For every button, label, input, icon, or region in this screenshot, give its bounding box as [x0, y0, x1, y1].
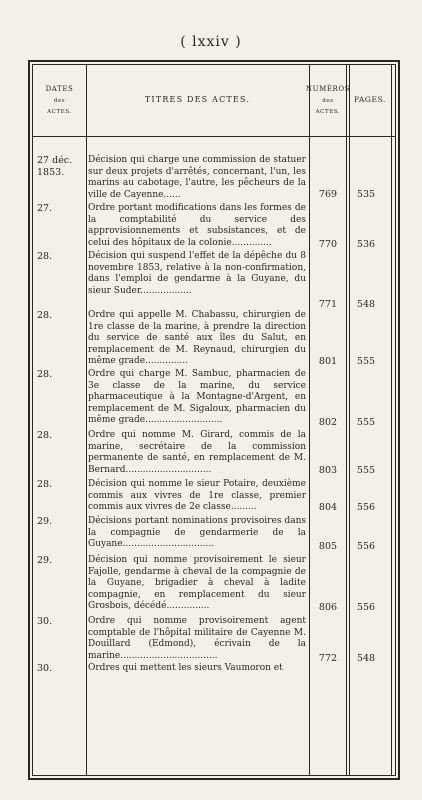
row-page: 556 — [356, 541, 376, 552]
row-page: 548 — [356, 653, 376, 664]
row-date: 30. — [37, 616, 53, 627]
row-title: Ordres qui mettent les sieurs Vaumoron et — [88, 663, 283, 673]
row-date: 28. — [37, 251, 53, 262]
row-page: 555 — [356, 417, 376, 428]
row-numero: 803 — [318, 465, 338, 476]
column-rule-titles — [309, 65, 310, 775]
row-numero: 801 — [318, 356, 338, 367]
row-title: Décisions portant nominations provisoires dans la compagnie de gendarmerie de la Guyane................................ — [88, 516, 306, 549]
dates-header-line1: DATES — [45, 84, 74, 93]
numeros-header-line1: NUMÉROS — [305, 84, 351, 93]
row-page: 555 — [356, 356, 376, 367]
row-page: 556 — [356, 502, 376, 513]
row-title: Ordre qui nomme M. Girard, commis de la marine, secrétaire de la commission permanente de santé, en remplacement de M. Bernard.............................. — [88, 430, 306, 475]
row-date: 27. — [37, 203, 53, 214]
row-date: 28. — [37, 369, 53, 380]
pages-header: PAGES. — [353, 94, 387, 104]
table-inner-border — [32, 64, 396, 776]
row-numero: 771 — [318, 299, 338, 310]
row-title: Ordre qui charge M. Sambuc, pharmacien de 3e classe de la marine, du service pharmaceutique à la Montagne-d'Argent, en remplacement de M. Sigaloux, pharmacien du même grade........................... — [88, 369, 306, 425]
row-page: 536 — [356, 239, 376, 250]
numeros-header-line3: ACTES. — [315, 108, 341, 115]
row-title: Ordre portant modifications dans les formes de la comptabilité du service des approvisionnements et subsistances, et de celui des hôpitaux de la colonie.............. — [88, 203, 306, 248]
row-page: 555 — [356, 465, 376, 476]
column-rule-pages — [391, 65, 392, 775]
row-title: Ordre qui nomme provisoirement agent comptable de l'hôpital militaire de Cayenne M. Douillard (Edmond), écrivain de la marine.................................. — [88, 616, 306, 661]
row-numero: 804 — [318, 502, 338, 513]
row-numero: 802 — [318, 417, 338, 428]
row-numero: 769 — [318, 189, 338, 200]
row-numero: 772 — [318, 653, 338, 664]
index-table — [28, 60, 400, 780]
row-title: Décision qui nomme provisoirement le sieur Fajolle, gendarme à cheval de la compagnie de la Guyane, brigadier à cheval à ladite compagnie, en remplacement du sieur Grosbois, décédé............... — [88, 555, 306, 611]
column-rule-numeros — [346, 65, 347, 775]
row-numero: 770 — [318, 239, 338, 250]
header-rule — [33, 136, 395, 137]
page-number: ( lxxiv ) — [180, 34, 242, 50]
dates-header-line3: ACTES. — [47, 108, 72, 115]
row-date: 29. — [37, 516, 53, 527]
row-date: 28. — [37, 310, 53, 321]
row-page: 556 — [356, 602, 376, 613]
row-date: 28. — [37, 430, 53, 441]
row-numero: 806 — [318, 602, 338, 613]
row-date: 27 déc. 1853. — [37, 155, 73, 178]
column-header-numeros — [305, 65, 351, 135]
titles-header: TITRES DES ACTES. — [144, 95, 251, 105]
column-rule-dates — [86, 65, 87, 775]
row-page: 535 — [356, 189, 376, 200]
row-numero: 805 — [318, 541, 338, 552]
row-date: 29. — [37, 555, 53, 566]
row-title: Décision qui charge une commission de statuer sur deux projets d'arrêtés, concernant, l'un, les marins au cabotage, l'autre, les pêcheurs de la ville de Cayenne...... — [88, 155, 306, 200]
numeros-header-line2: des — [322, 98, 334, 105]
column-header-pages — [349, 65, 391, 135]
row-title: Décision qui suspend l'effet de la dépêche du 8 novembre 1853, relative à la non-confirmation, dans l'emploi de gendarme à la Guyane, du sieur Suder.................. — [88, 251, 306, 296]
column-header-titles — [86, 65, 309, 135]
row-page: 548 — [356, 299, 376, 310]
row-date: 28. — [37, 479, 53, 490]
dates-header-line2: des — [53, 98, 66, 105]
column-header-dates — [33, 65, 86, 135]
row-title: Décision qui nomme le sieur Potaire, deuxième commis aux vivres de 1re classe, premier commis aux vivres de 2e classe......... — [88, 479, 306, 512]
row-title: Ordre qui appelle M. Chabassu, chirurgien de 1re classe de la marine, à prendre la direction du service de santé aux îles du Salut, en remplacement de M. Reynaud, chirurgien du même grade............... — [88, 310, 306, 366]
row-date: 30. — [37, 663, 53, 674]
